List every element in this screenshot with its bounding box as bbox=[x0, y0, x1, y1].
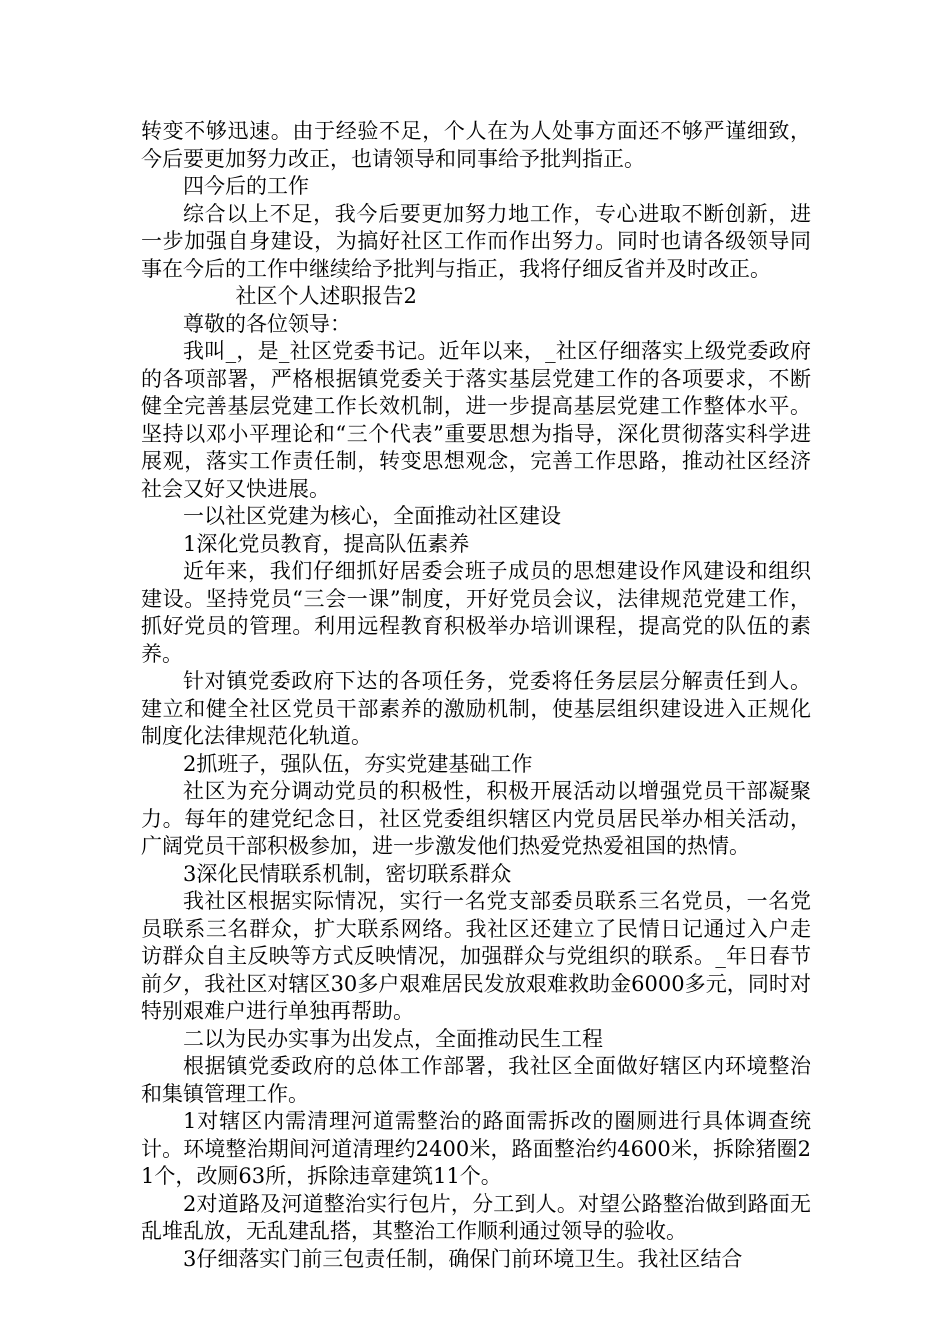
section-heading-future-work: 四今后的工作 bbox=[183, 174, 309, 198]
paragraph: 近年来，我们仔细抓好居委会班子成员的思想建设作风建设和组织建设。坚持党员“三会一课”制度，开好党员会议，法律规范党建工作，抓好党员的管理。利用远程教育积极举办培训课程，提高党的队伍的素养。 bbox=[141, 559, 811, 666]
subheading: 3深化民情联系机制，密切联系群众 bbox=[183, 861, 512, 886]
subheading: 2抓班子，强队伍，夯实党建基础工作 bbox=[183, 751, 533, 776]
section-heading-livelihood: 二以为民办实事为出发点，全面推动民生工程 bbox=[183, 1026, 603, 1051]
paragraph-continuation: 转变不够迅速。由于经验不足，个人在为人处事方面还不够严谨细致，今后要更加努力改正，也请领导和同事给予批判指正。 bbox=[141, 119, 811, 171]
section-heading-party-building: 一以社区党建为核心，全面推动社区建设 bbox=[183, 504, 561, 528]
salutation: 尊敬的各位领导： bbox=[183, 311, 351, 336]
paragraph: 3仔细落实门前三包责任制，确保门前环境卫生。我社区结合 bbox=[183, 1246, 743, 1271]
report-title: 社区个人述职报告2 bbox=[235, 284, 417, 308]
paragraph: 我社区根据实际情况，实行一名党支部委员联系三名党员，一名党员联系三名群众，扩大联系网络。我社区还建立了民情日记通过入户走访群众自主反映等方式反映情况，加强群众与党组织的联系。_年日春节前夕，我社区对辖区30多户艰难居民发放艰难救助金6000多元，同时对特别艰难户进行单独再帮助。 bbox=[141, 889, 811, 1023]
paragraph: 根据镇党委政府的总体工作部署，我社区全面做好辖区内环境整治和集镇管理工作。 bbox=[141, 1054, 811, 1106]
paragraph: 我叫_，是_社区党委书记。近年以来，_社区仔细落实上级党委政府的各项部署，严格根据镇党委关于落实基层党建工作的各项要求，不断健全完善基层党建工作长效机制，进一步提高基层党建工作整体水平。坚持以邓小平理论和“三个代表”重要思想为指导，深化贯彻落实科学进展观，落实工作责任制，转变思想观念，完善工作思路，推动社区经济社会又好又快进展。 bbox=[141, 339, 811, 501]
paragraph: 1对辖区内需清理河道需整治的路面需拆改的圈厕进行具体调查统计。环境整治期间河道清理约2400米，路面整治约4600米，拆除猪圈21个，改厕63所，拆除违章建筑11个。 bbox=[141, 1109, 811, 1188]
paragraph: 针对镇党委政府下达的各项任务，党委将任务层层分解责任到人。建立和健全社区党员干部素养的激励机制，使基层组织建设进入正规化制度化法律规范化轨道。 bbox=[141, 669, 811, 748]
subheading: 1深化党员教育，提高队伍素养 bbox=[183, 531, 470, 556]
paragraph: 综合以上不足，我今后要更加努力地工作，专心进取不断创新，进一步加强自身建设，为搞好社区工作而作出努力。同时也请各级领导同事在今后的工作中继续给予批判与指正，我将仔细反省并及时改正。 bbox=[141, 201, 811, 281]
document-body bbox=[141, 118, 811, 1273]
paragraph: 2对道路及河道整治实行包片，分工到人。对望公路整治做到路面无乱堆乱放，无乱建乱搭，其整治工作顺利通过领导的验收。 bbox=[141, 1191, 811, 1243]
paragraph: 社区为充分调动党员的积极性，积极开展活动以增强党员干部凝聚力。每年的建党纪念日，社区党委组织辖区内党员居民举办相关活动，广阔党员干部积极参加，进一步激发他们热爱党热爱祖国的热情。 bbox=[141, 779, 811, 858]
